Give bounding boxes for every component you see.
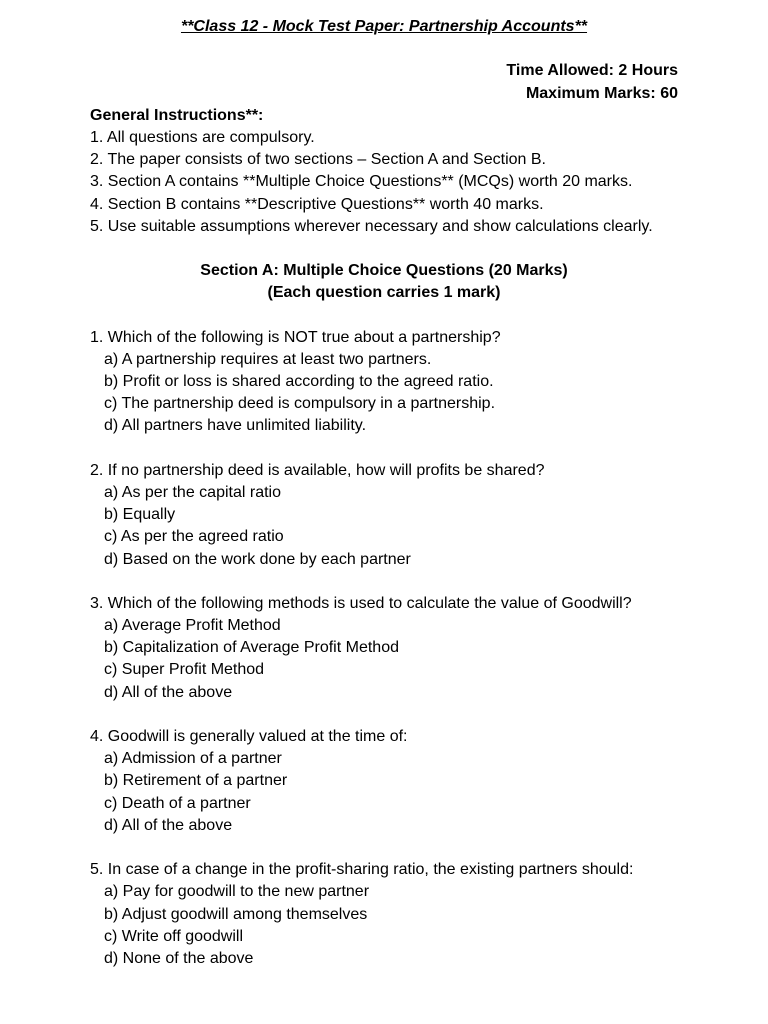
option-item: b) Retirement of a partner [104,772,288,790]
section-a-heading: Section A: Multiple Choice Questions (20 Marks) [200,262,568,280]
option-item: a) A partnership requires at least two partners. [104,350,432,368]
option-item: d) Based on the work done by each partner [104,550,411,568]
option-item: b) Capitalization of Average Profit Method [104,639,399,657]
instruction-item: 3. Section A contains **Multiple Choice Questions** (MCQs) worth 20 marks. [90,173,633,191]
question-text: 2. If no partnership deed is available, how will profits be shared? [90,461,545,479]
general-instructions [90,105,678,238]
section-a-subheading: (Each question carries 1 mark) [267,284,501,302]
question-text: 1. Which of the following is NOT true about a partnership? [90,328,501,346]
option-item: d) None of the above [104,949,254,967]
instruction-item: 1. All questions are compulsory. [90,128,315,146]
question-text: 3. Which of the following methods is used to calculate the value of Goodwill? [90,594,632,612]
spacer [90,704,678,726]
spacer [90,438,678,460]
option-item: a) Pay for goodwill to the new partner [104,883,370,901]
maximum-marks: Maximum Marks: 60 [525,84,678,102]
document-page [90,16,678,970]
question-block [90,859,678,970]
instruction-item: 2. The paper consists of two sections – Section A and Section B. [90,151,546,169]
document-title: **Class 12 - Mock Test Paper: Partnership Accounts** [180,18,588,35]
option-item: b) Profit or loss is shared according to the agreed ratio. [104,373,494,390]
option-item: c) Super Profit Method [104,661,265,679]
instruction-item: 4. Section B contains **Descriptive Questions** worth 40 marks. [90,195,544,213]
option-item: d) All of the above [104,683,233,701]
instructions-heading: General Instructions**: [90,106,264,124]
option-item: d) All partners have unlimited liability. [104,417,367,435]
option-item: d) All of the above [104,816,233,834]
question-block [90,593,678,704]
option-item: c) Death of a partner [104,794,251,812]
spacer [90,571,678,593]
spacer [90,304,678,326]
option-item: b) Adjust goodwill among themselves [104,905,368,923]
question-block [90,460,678,571]
option-item: c) The partnership deed is compulsory in a partnership. [104,395,496,413]
instruction-item: 5. Use suitable assumptions wherever necessary and show calculations clearly. [90,217,653,235]
question-block [90,726,678,837]
spacer [90,238,678,260]
question-text: 4. Goodwill is generally valued at the time of: [90,728,408,745]
spacer [90,38,678,60]
option-item: a) As per the capital ratio [104,483,281,501]
option-item: b) Equally [104,506,176,524]
option-item: c) Write off goodwill [104,927,244,945]
spacer [90,837,678,859]
option-item: a) Average Profit Method [104,617,281,635]
question-text: 5. In case of a change in the profit-sharing ratio, the existing partners should: [90,861,634,879]
option-item: c) As per the agreed ratio [104,528,284,546]
time-allowed: Time Allowed: 2 Hours [506,62,678,80]
question-block [90,327,678,438]
option-item: a) Admission of a partner [104,750,282,768]
